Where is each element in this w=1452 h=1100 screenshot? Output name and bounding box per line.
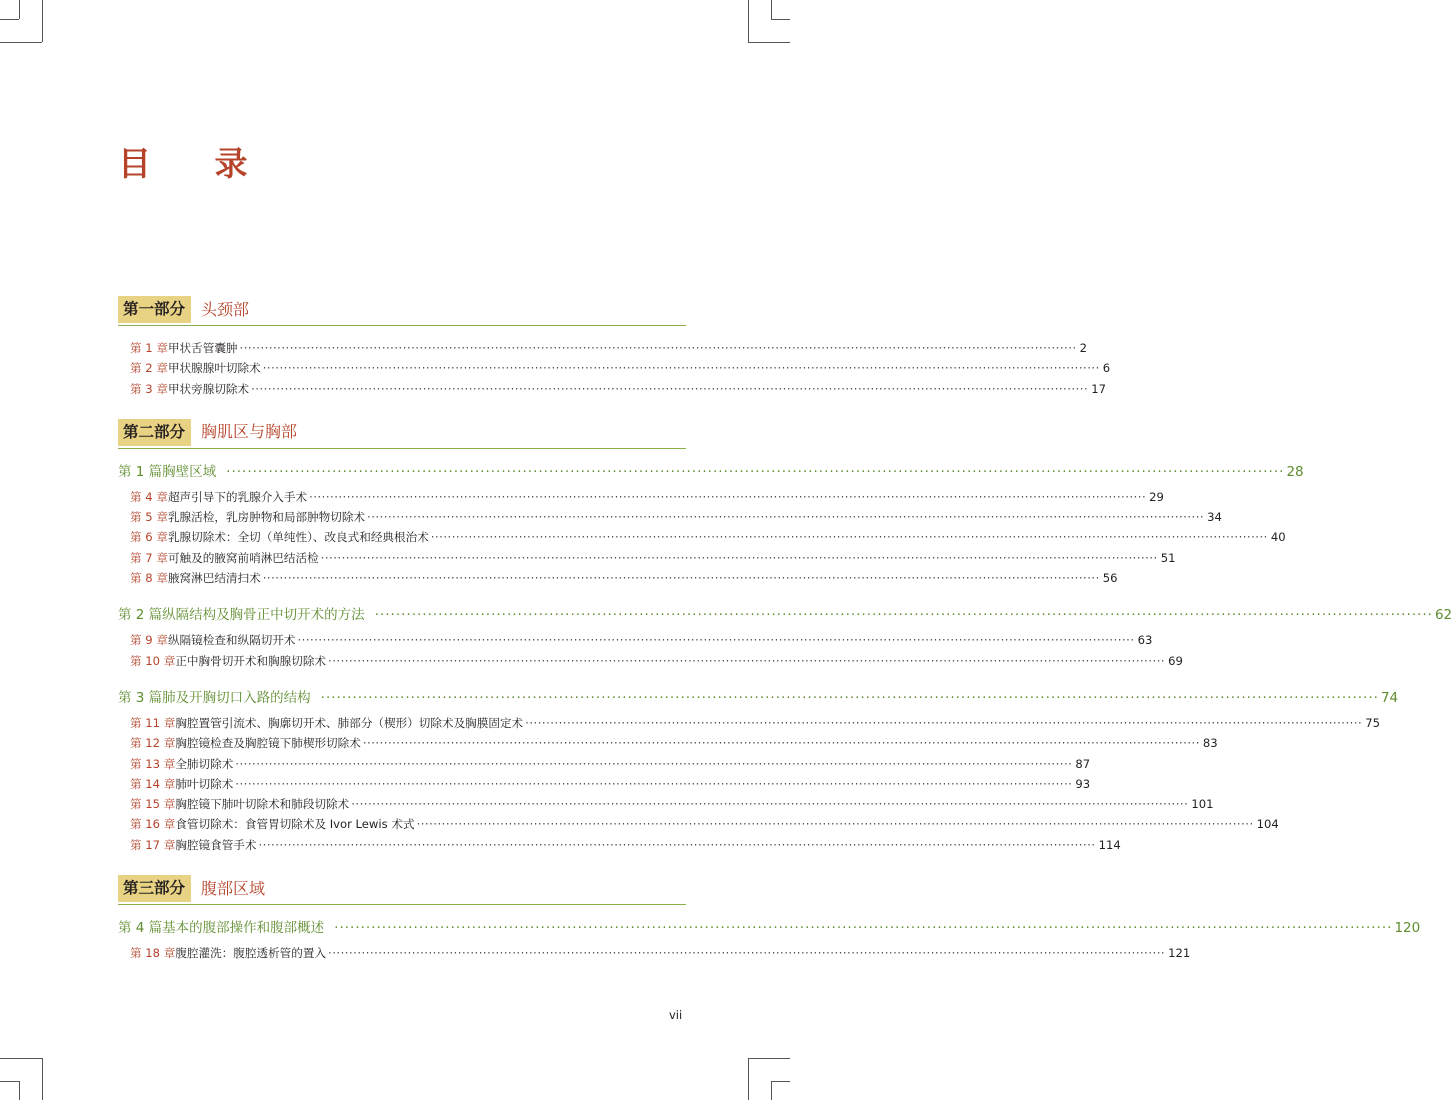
chapter-page: 75 — [1365, 715, 1380, 730]
chapter-number: 第 17 章 — [130, 837, 176, 852]
crop-mark — [0, 19, 19, 20]
chapter-number: 第 2 章 — [130, 361, 168, 376]
chapter-page: 83 — [1202, 736, 1218, 751]
leader-dots: ········································································································································································································ — [235, 756, 1073, 771]
leader-dots: ········································································································································································································ — [328, 946, 1166, 961]
chapter-page: 17 — [1091, 381, 1106, 396]
chapter-number: 第 10 章 — [130, 653, 176, 668]
toc-chapter-entry[interactable] — [118, 835, 1121, 855]
crop-mark — [748, 0, 749, 42]
leader-dots: ········································································································································································································ — [374, 607, 1433, 624]
toc-chapter-entry[interactable] — [118, 507, 1222, 527]
pian-number: 第 1 篇 — [118, 463, 163, 480]
chapter-title: 腹腔灌洗：腹腔透析管的置入 — [175, 946, 327, 961]
chapter-title: 胸腔镜下肺叶切除术和肺段切除术 — [175, 797, 350, 812]
chapter-title: 甲状旁腺切除术 — [167, 381, 250, 396]
pian-number: 第 2 篇 — [118, 607, 163, 624]
part-header — [118, 875, 686, 905]
crop-mark — [771, 1081, 772, 1100]
chapter-page: 40 — [1270, 530, 1286, 545]
page-number: vii — [669, 1008, 683, 1022]
chapter-title: 胸腔置管引流术、胸廓切开术、肺部分（楔形）切除术及胸膜固定术 — [175, 715, 524, 730]
chapter-number: 第 12 章 — [130, 736, 176, 751]
pian-title: 纵隔结构及胸骨正中切开术的方法 — [162, 607, 365, 624]
part-name: 头颈部 — [201, 299, 250, 319]
chapter-page: 29 — [1149, 489, 1164, 504]
pian-page: 74 — [1380, 689, 1399, 706]
part-name: 腹部区域 — [201, 878, 266, 898]
pian-page: 28 — [1286, 463, 1304, 480]
toc-part — [118, 296, 1111, 399]
chapter-page: 51 — [1160, 550, 1176, 565]
chapter-number: 第 18 章 — [130, 946, 176, 961]
crop-mark — [748, 1058, 749, 1100]
chapter-page: 56 — [1102, 571, 1118, 586]
pian-title: 胸壁区域 — [162, 463, 217, 480]
chapter-number: 第 7 章 — [130, 550, 168, 565]
chapter-page: 69 — [1168, 653, 1183, 668]
chapter-title: 正中胸骨切开术和胸腺切除术 — [175, 653, 327, 668]
chapter-page: 121 — [1168, 946, 1191, 961]
crop-mark — [42, 1058, 43, 1100]
crop-mark — [42, 0, 43, 42]
chapter-number: 第 3 章 — [130, 381, 168, 396]
leader-dots: ········································································································································································································ — [351, 797, 1189, 812]
chapter-number: 第 6 章 — [130, 530, 168, 545]
toc-part — [118, 875, 1421, 963]
chapter-title: 腋窝淋巴结清扫术 — [167, 571, 261, 586]
chapter-number: 第 14 章 — [130, 776, 176, 791]
toc-section — [118, 461, 1304, 588]
chapter-title: 超声引导下的乳腺介入手术 — [167, 489, 308, 504]
leader-dots: ········································································································································································································ — [525, 715, 1363, 730]
leader-dots: ········································································································································································································ — [258, 837, 1096, 852]
toc-chapter-entry[interactable] — [118, 774, 1091, 794]
chapter-number: 第 4 章 — [130, 489, 168, 504]
part-label: 第一部分 — [118, 296, 191, 323]
crop-mark — [0, 1081, 19, 1082]
toc-chapter-entry[interactable] — [118, 814, 1279, 834]
crop-mark — [19, 1081, 20, 1100]
chapter-page: 2 — [1079, 341, 1087, 355]
table-of-contents — [118, 296, 1452, 963]
chapter-title: 乳腺切除术：全切（单纯性）、改良式和经典根治术 — [167, 530, 429, 545]
toc-section — [118, 338, 1111, 399]
chapter-title: 胸腔镜检查及胸腔镜下肺楔形切除术 — [175, 736, 361, 751]
crop-mark — [0, 1058, 42, 1059]
toc-chapter-entry[interactable] — [118, 733, 1218, 753]
pian-page: 62 — [1434, 607, 1452, 624]
chapter-page: 63 — [1137, 633, 1153, 648]
chapter-title: 肺叶切除术 — [175, 776, 234, 791]
leader-dots: ········································································································································································································ — [416, 817, 1254, 832]
leader-dots: ········································································································································································································ — [320, 689, 1379, 706]
chapter-title: 全肺切除术 — [175, 756, 234, 771]
toc-chapter-entry[interactable] — [118, 358, 1111, 378]
toc-section — [118, 687, 1399, 855]
chapter-page: 87 — [1075, 756, 1091, 771]
toc-chapter-entry[interactable] — [118, 754, 1091, 774]
leader-dots: ········································································································································································································ — [262, 571, 1100, 586]
chapter-title: 乳腺活检，乳房肿物和局部肿物切除术 — [167, 510, 366, 525]
toc-chapter-entry[interactable] — [118, 338, 1087, 358]
part-header — [118, 296, 686, 326]
toc-chapter-entry[interactable] — [118, 651, 1183, 671]
leader-dots: ········································································································································································································ — [309, 489, 1147, 504]
leader-dots: ········································································································································································································ — [367, 510, 1205, 525]
toc-chapter-entry[interactable] — [118, 527, 1286, 547]
crop-mark — [771, 19, 790, 20]
chapter-number: 第 1 章 — [130, 341, 168, 355]
toc-chapter-entry[interactable] — [118, 379, 1106, 399]
crop-mark — [771, 1081, 790, 1082]
part-label: 第三部分 — [118, 875, 191, 902]
chapter-title: 食管切除术：食管胃切除术及 Ivor Lewis 术式 — [175, 817, 415, 832]
toc-chapter-entry[interactable] — [118, 630, 1153, 650]
toc-pian-entry[interactable] — [118, 917, 1421, 939]
chapter-title: 胸腔镜食管手术 — [175, 837, 257, 852]
chapter-number: 第 8 章 — [130, 571, 168, 586]
chapter-page: 6 — [1102, 361, 1111, 376]
leader-dots: ········································································································································································································ — [235, 776, 1073, 791]
pian-title: 肺及开胸切口入路的结构 — [162, 689, 311, 706]
chapter-page: 101 — [1191, 797, 1214, 812]
toc-pian-entry[interactable] — [118, 687, 1399, 709]
chapter-page: 104 — [1256, 817, 1279, 832]
toc-section — [118, 604, 1452, 671]
toc-chapter-entry[interactable] — [118, 713, 1380, 733]
chapter-title: 纵隔镜检查和纵隔切开术 — [167, 633, 296, 648]
part-name: 胸肌区与胸部 — [201, 422, 298, 442]
page-title: 目 录 — [118, 144, 274, 183]
pian-title: 基本的腹部操作和腹部概述 — [162, 920, 325, 937]
toc-pian-entry[interactable] — [118, 461, 1304, 483]
toc-chapter-entry[interactable] — [118, 548, 1176, 568]
toc-part — [118, 419, 1452, 855]
toc-chapter-entry[interactable] — [118, 568, 1118, 588]
crop-mark — [19, 0, 20, 19]
chapter-number: 第 16 章 — [130, 817, 176, 832]
chapter-title: 甲状腺腺叶切除术 — [167, 361, 261, 376]
leader-dots: ········································································································································································································ — [320, 550, 1158, 565]
crop-mark — [771, 0, 772, 19]
toc-chapter-entry[interactable] — [118, 487, 1164, 507]
chapter-number: 第 5 章 — [130, 510, 168, 525]
leader-dots: ········································································································································································································ — [239, 341, 1077, 355]
leader-dots: ········································································································································································································ — [251, 381, 1089, 396]
toc-chapter-entry[interactable] — [118, 943, 1191, 963]
chapter-number: 第 9 章 — [130, 633, 168, 648]
toc-chapter-entry[interactable] — [118, 794, 1214, 814]
pian-number: 第 4 篇 — [118, 920, 163, 937]
chapter-title: 甲状舌管囊肿 — [167, 341, 238, 355]
chapter-number: 第 13 章 — [130, 756, 176, 771]
chapter-number: 第 11 章 — [130, 715, 176, 730]
part-header — [118, 419, 686, 449]
part-label: 第二部分 — [118, 419, 191, 446]
chapter-page: 114 — [1098, 837, 1121, 852]
crop-mark — [0, 42, 42, 43]
crop-mark — [748, 42, 790, 43]
leader-dots: ········································································································································································································ — [334, 920, 1393, 937]
pian-page: 120 — [1394, 920, 1421, 937]
toc-section — [118, 917, 1421, 963]
leader-dots: ········································································································································································································ — [430, 530, 1268, 545]
leader-dots: ········································································································································································································ — [226, 463, 1285, 480]
crop-mark — [748, 1058, 790, 1059]
leader-dots: ········································································································································································································ — [362, 736, 1200, 751]
leader-dots: ········································································································································································································ — [328, 653, 1166, 668]
leader-dots: ········································································································································································································ — [262, 361, 1100, 376]
chapter-number: 第 15 章 — [130, 797, 176, 812]
chapter-page: 34 — [1207, 510, 1222, 525]
pian-number: 第 3 篇 — [118, 689, 163, 706]
chapter-page: 93 — [1075, 776, 1091, 791]
leader-dots: ········································································································································································································ — [297, 633, 1135, 648]
toc-pian-entry[interactable] — [118, 604, 1452, 626]
chapter-title: 可触及的腋窝前哨淋巴结活检 — [167, 550, 319, 565]
